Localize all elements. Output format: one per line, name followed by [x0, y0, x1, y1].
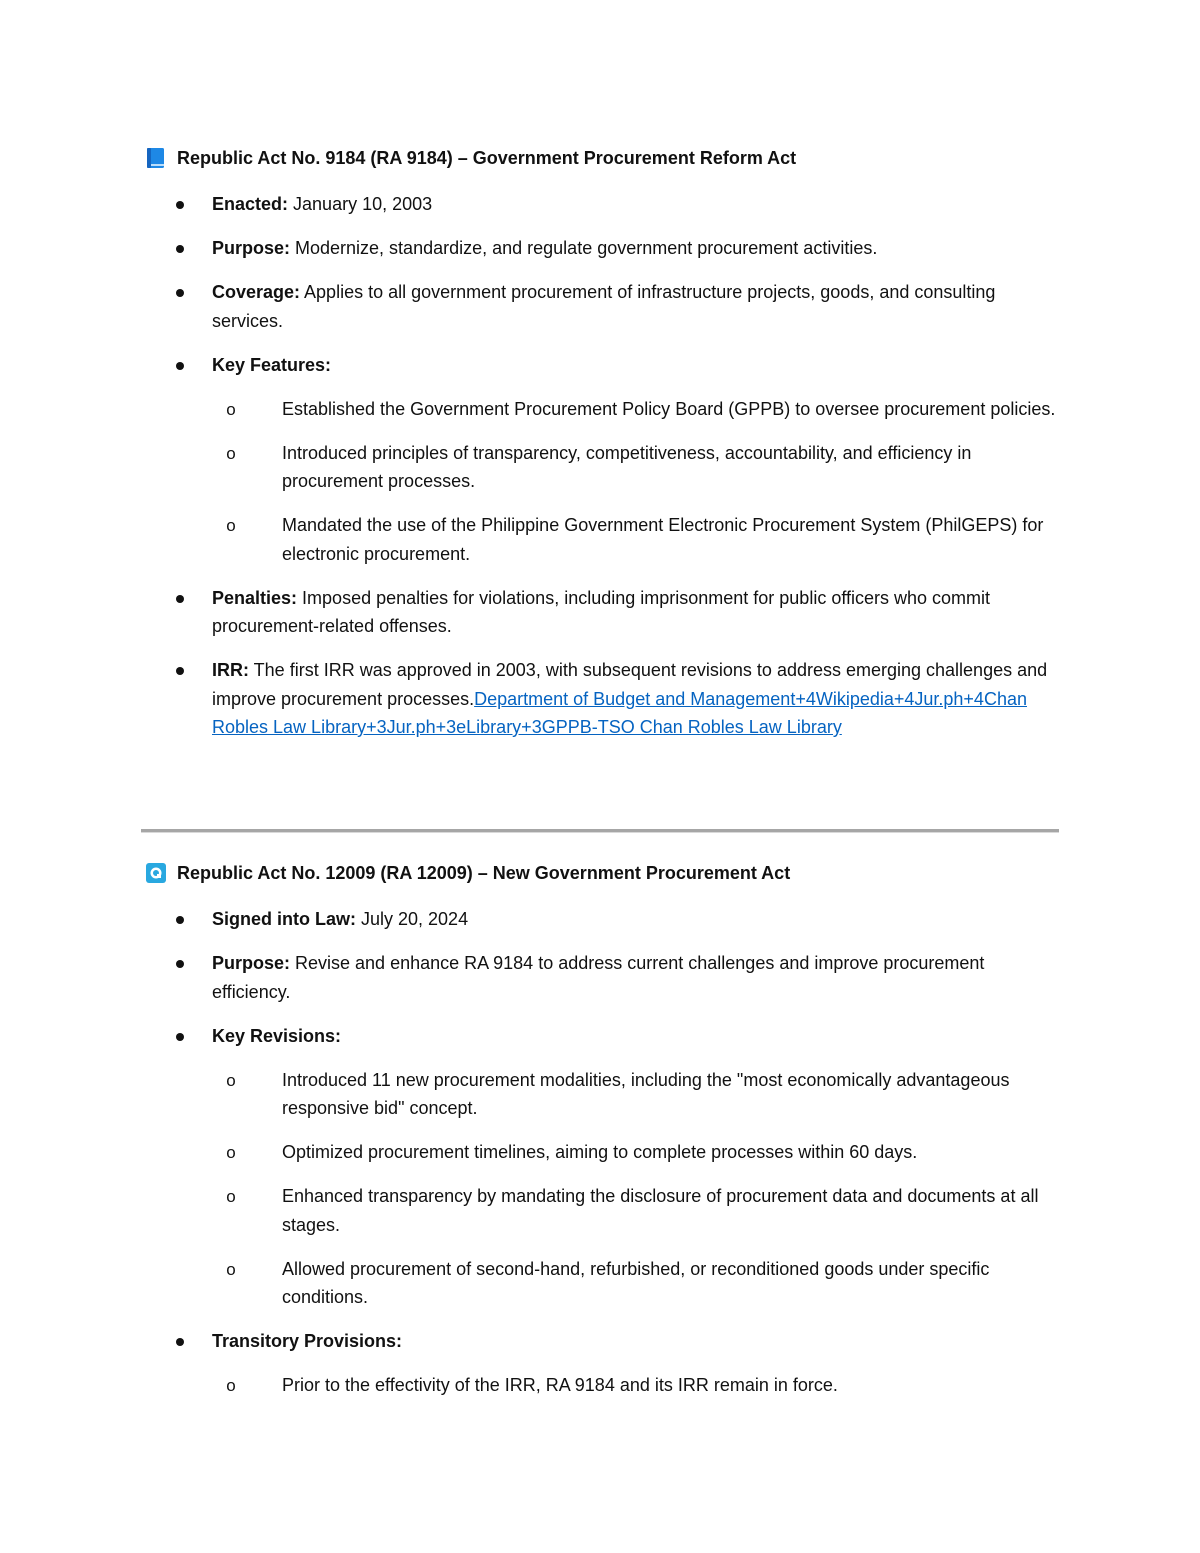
list-item-enacted: [145, 190, 1060, 219]
bullet-list: [145, 905, 1060, 1400]
sub-list: [212, 395, 1060, 569]
item-label: Key Features:: [212, 354, 332, 375]
bullet-dot: [176, 1033, 184, 1041]
list-item-purpose: [145, 949, 1060, 1006]
item-value: Applies to all government procurement of infrastructure projects, goods, and consulting services.: [212, 282, 996, 331]
sub-list-item: [216, 1182, 1060, 1239]
list-item-coverage: [145, 278, 1060, 335]
bullet-dot: [176, 289, 184, 297]
list-item-key-revisions: [145, 1022, 1060, 1312]
list-item-purpose: [145, 234, 1060, 263]
bullet-dot: [176, 916, 184, 924]
list-item-transitory: [145, 1327, 1060, 1400]
item-label: Coverage:: [212, 282, 301, 302]
item-value: The first IRR was approved in 2003, with subsequent revisions to address emerging challenges and improve procurement processes.: [212, 660, 1048, 709]
item-label: Signed into Law:: [212, 909, 356, 929]
sub-item-text: Introduced principles of transparency, competitiveness, accountability, and efficiency in procurement processes.: [282, 442, 972, 491]
bullet-dot: [176, 362, 184, 370]
item-label: Transitory Provisions:: [212, 1331, 403, 1351]
sub-bullet: o: [226, 1259, 236, 1279]
sub-item-text: Allowed procurement of second-hand, refurbished, or reconditioned goods under specific conditions.: [282, 1258, 990, 1307]
sub-bullet: o: [226, 1070, 236, 1090]
sub-item-text: Established the Government Procurement Policy Board (GPPB) to oversee procurement policies.: [282, 398, 1056, 419]
sub-item-text: Enhanced transparency by mandating the disclosure of procurement data and documents at all stages.: [282, 1186, 1039, 1235]
sub-bullet: o: [226, 443, 236, 463]
sub-list-item: [216, 1255, 1060, 1312]
heading-text: Republic Act No. 9184 (RA 9184) – Government Procurement Reform Act: [177, 148, 797, 168]
bullet-dot: [176, 1338, 184, 1346]
list-item-irr: [145, 656, 1060, 742]
sub-item-text: Optimized procurement timelines, aiming to complete processes within 60 days.: [282, 1142, 918, 1162]
item-label: Key Revisions:: [212, 1025, 342, 1046]
sub-list: [212, 1066, 1060, 1312]
sub-list-item: [216, 1371, 1060, 1400]
item-label: Penalties:: [212, 587, 298, 608]
bullet-dot: [176, 201, 184, 209]
sub-item-text: Mandated the use of the Philippine Government Electronic Procurement System (PhilGEPS) for electronic procurement.: [282, 515, 1044, 564]
sub-list: [212, 1371, 1060, 1400]
list-item-penalties: [145, 584, 1060, 641]
bullet-dot: [176, 667, 184, 675]
item-value: January 10, 2003: [288, 194, 433, 214]
horizontal-rule: [141, 829, 1059, 833]
source-link[interactable]: Department of Budget and Management+4Wikipedia+4Jur.ph+4Chan Robles Law Library+3Jur.ph+3eLibrary+3GPPB-TSO Chan Robles Law Library: [212, 688, 1027, 737]
item-label: Purpose:: [212, 953, 291, 973]
section-ra-12009: [145, 861, 1060, 1415]
sub-list-item: [216, 1138, 1060, 1167]
sub-item-text: Introduced 11 new procurement modalities, including the "most economically advantageous responsive bid" concept.: [282, 1069, 1010, 1118]
sub-list-item: [216, 511, 1060, 568]
sub-bullet: o: [226, 516, 236, 535]
sub-bullet: o: [226, 399, 236, 419]
item-value: July 20, 2024: [356, 909, 469, 929]
heading-text: Republic Act No. 12009 (RA 12009) – New Government Procurement Act: [177, 863, 791, 883]
sub-bullet: o: [226, 1187, 236, 1206]
blue-book-icon: [145, 147, 167, 169]
item-label: IRR:: [212, 660, 249, 680]
bullet-list: [145, 190, 1060, 742]
sub-item-text: Prior to the effectivity of the IRR, RA 9184 and its IRR remain in force.: [282, 1375, 838, 1395]
section-ra-9184: [145, 146, 1060, 757]
item-label: Enacted:: [212, 194, 289, 214]
item-value: Imposed penalties for violations, including imprisonment for public officers who commit procurement-related offenses.: [212, 587, 991, 636]
list-item-signed: [145, 905, 1060, 934]
item-label: Purpose:: [212, 238, 291, 258]
sub-list-item: [216, 395, 1060, 424]
sub-bullet: o: [226, 1376, 236, 1395]
list-item-key-features: [145, 351, 1060, 569]
bullet-dot: [176, 245, 184, 253]
item-value: Modernize, standardize, and regulate government procurement activities.: [290, 238, 878, 258]
sub-list-item: [216, 439, 1060, 496]
section-heading: [145, 861, 1060, 885]
item-value: Revise and enhance RA 9184 to address current challenges and improve procurement efficiency.: [212, 953, 985, 1002]
sub-list-item: [216, 1066, 1060, 1123]
sub-bullet: o: [226, 1143, 236, 1162]
bullet-dot: [176, 960, 184, 968]
new-badge-icon: [145, 862, 167, 884]
bullet-dot: [176, 595, 184, 603]
section-heading: [145, 146, 1060, 170]
